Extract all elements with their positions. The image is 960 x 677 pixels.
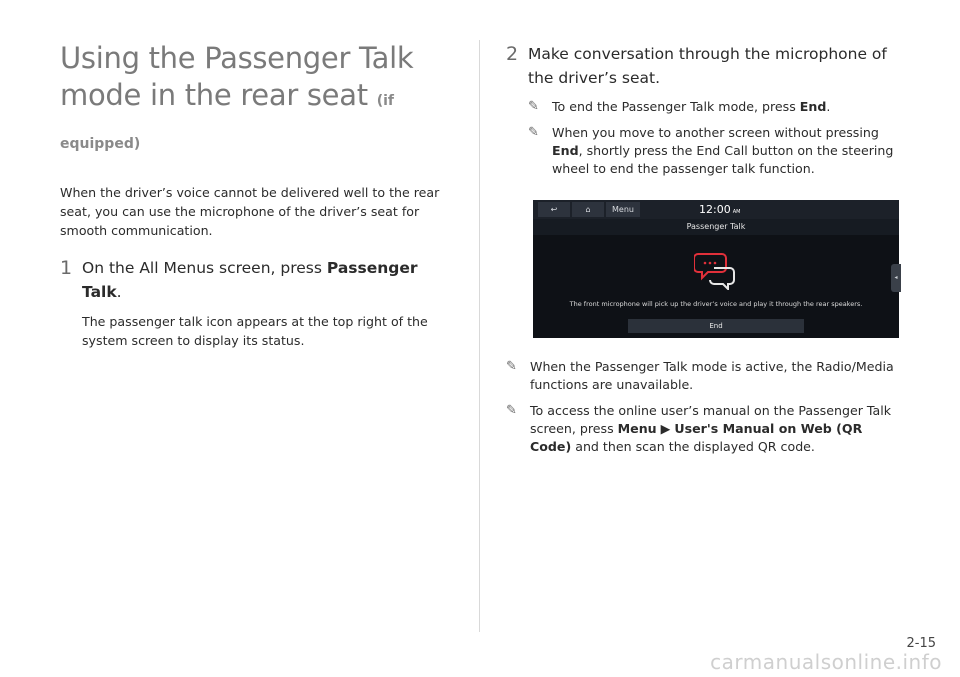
note-2: ✎ When you move to another screen without pressing End, shortly press the End Call button on the steering wheel to end the passenger talk function. bbox=[528, 125, 894, 176]
step-2 bbox=[506, 42, 906, 90]
title-suffix: (if equipped) bbox=[60, 93, 394, 152]
step-2-text: Make conversation through the microphone of the driver’s seat. bbox=[528, 45, 887, 87]
back-icon[interactable]: ↩ bbox=[538, 202, 570, 217]
end-button[interactable]: End bbox=[628, 319, 804, 333]
menu-button[interactable]: Menu bbox=[606, 202, 640, 217]
left-column bbox=[60, 40, 460, 350]
note-icon: ✎ bbox=[506, 403, 517, 418]
note-icon: ✎ bbox=[528, 99, 539, 114]
passenger-talk-icon bbox=[694, 250, 738, 290]
screen-top-bar bbox=[533, 200, 899, 219]
note-3: ✎ When the Passenger Talk mode is active, the Radio/Media functions are unavailable. bbox=[506, 359, 894, 392]
page-number: 2-15 bbox=[906, 636, 936, 651]
title-line-2: mode in the rear seat bbox=[60, 78, 368, 112]
note-4: ✎ To access the online user’s manual on the Passenger Talk screen, press Menu ▶ User's Manual on Web (QR Code) and then scan the displayed QR code. bbox=[506, 403, 891, 454]
passenger-talk-screenshot bbox=[533, 200, 899, 338]
screen-message: The front microphone will pick up the driver’s voice and play it through the rear speakers. bbox=[569, 300, 863, 308]
watermark: carmanualsonline.info bbox=[710, 650, 942, 674]
note-icon: ✎ bbox=[506, 359, 517, 374]
section-title bbox=[60, 40, 460, 163]
home-icon[interactable]: ⌂ bbox=[572, 202, 604, 217]
column-divider bbox=[479, 40, 480, 632]
intro-text: When the driver’s voice cannot be delivered well to the rear seat, you can use the microphone of the driver’s seat for smooth communication. bbox=[60, 185, 440, 238]
step-1-number: 1 bbox=[60, 257, 73, 279]
note-1: ✎ To end the Passenger Talk mode, press End. bbox=[528, 99, 831, 114]
step-1 bbox=[60, 256, 460, 304]
step-1-sub: The passenger talk icon appears at the top right of the system screen to display its status. bbox=[82, 314, 428, 348]
clock: 12:00 AM bbox=[699, 203, 741, 216]
step-1-text: On the All Menus screen, press Passenger Talk. bbox=[82, 259, 418, 301]
title-line-1: Using the Passenger Talk bbox=[60, 41, 414, 75]
right-column bbox=[506, 42, 906, 456]
note-icon: ✎ bbox=[528, 125, 539, 140]
screen-title: Passenger Talk bbox=[533, 219, 899, 235]
side-panel-handle[interactable]: ◂ bbox=[891, 264, 901, 292]
step-2-number: 2 bbox=[506, 43, 519, 65]
